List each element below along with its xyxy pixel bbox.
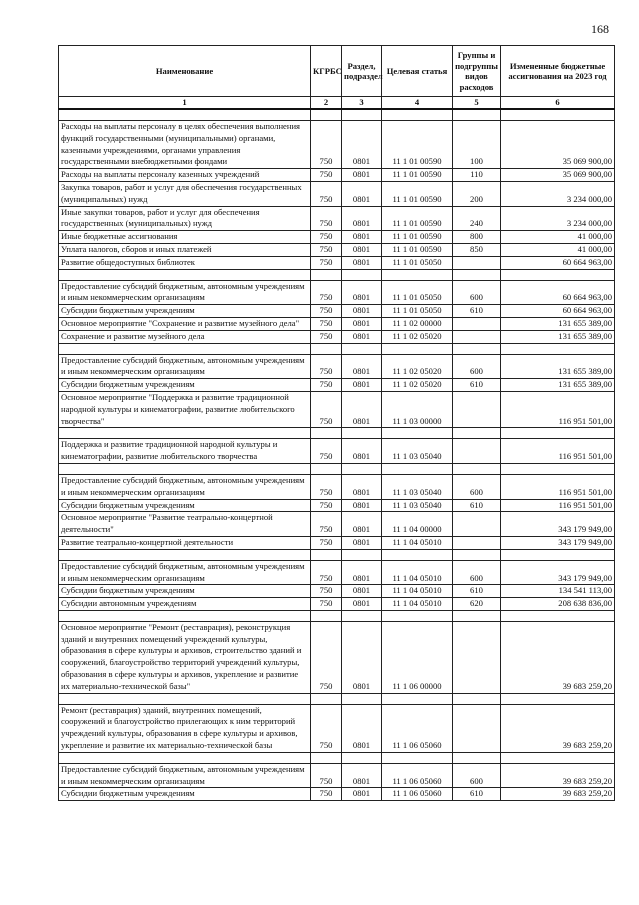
spacer-cell — [342, 693, 382, 704]
row-kgrbs-cell: 750 — [311, 121, 342, 169]
spacer-cell — [311, 610, 342, 621]
row-name-cell: Основное мероприятие "Развитие театрально-концертной деятельности" — [59, 512, 311, 537]
row-kgrbs-cell: 750 — [311, 243, 342, 256]
spacer-row — [59, 752, 615, 763]
header-target: Целевая статья — [382, 46, 453, 97]
spacer-cell — [382, 549, 453, 560]
row-name-cell: Иные бюджетные ассигнования — [59, 231, 311, 244]
row-name-cell: Основное мероприятие "Ремонт (реставрация), реконструкция зданий и внутренних помещений учреждений культуры, образования в сфере культуры и архивов, строительство зданий и сооружений, благоустройство территорий учреждений культуры, образования в сфере культуры и архивов, укрепление и развитие их материально-технической базы" — [59, 621, 311, 693]
row-group-cell — [453, 621, 501, 693]
header-name: Наименование — [59, 46, 311, 97]
row-target-cell: 11 1 02 05020 — [382, 330, 453, 343]
row-amount-cell: 116 951 501,00 — [501, 391, 615, 427]
spacer-cell — [311, 463, 342, 474]
spacer-cell — [342, 428, 382, 439]
row-amount-cell: 343 179 949,00 — [501, 560, 615, 585]
row-amount-cell: 131 655 389,00 — [501, 330, 615, 343]
spacer-cell — [453, 343, 501, 354]
row-target-cell: 11 1 04 05010 — [382, 560, 453, 585]
row-target-cell: 11 1 06 05060 — [382, 763, 453, 788]
row-name-cell: Расходы на выплаты персоналу казенных учреждений — [59, 169, 311, 182]
row-group-cell: 850 — [453, 243, 501, 256]
row-amount-cell: 41 000,00 — [501, 231, 615, 244]
row-section-cell: 0801 — [342, 512, 382, 537]
table-row — [59, 560, 615, 585]
row-section-cell: 0801 — [342, 621, 382, 693]
row-target-cell: 11 1 03 00000 — [382, 391, 453, 427]
row-amount-cell: 131 655 389,00 — [501, 317, 615, 330]
row-kgrbs-cell: 750 — [311, 621, 342, 693]
row-target-cell: 11 1 01 05050 — [382, 305, 453, 318]
row-section-cell: 0801 — [342, 788, 382, 801]
table-row — [59, 788, 615, 801]
row-name-cell: Расходы на выплаты персоналу в целях обеспечения выполнения функций государственными (муниципальными) органами, казенными учреждениями, органами управления государственными внебюджетными фондами — [59, 121, 311, 169]
row-amount-cell: 3 234 000,00 — [501, 206, 615, 231]
spacer-row — [59, 463, 615, 474]
row-section-cell: 0801 — [342, 598, 382, 611]
row-group-cell — [453, 536, 501, 549]
row-kgrbs-cell: 750 — [311, 536, 342, 549]
row-kgrbs-cell: 750 — [311, 560, 342, 585]
table-row — [59, 621, 615, 693]
row-group-cell: 100 — [453, 121, 501, 169]
spacer-cell — [382, 463, 453, 474]
row-amount-cell: 35 069 900,00 — [501, 169, 615, 182]
row-target-cell: 11 1 06 05060 — [382, 788, 453, 801]
row-kgrbs-cell: 750 — [311, 439, 342, 464]
row-target-cell: 11 1 01 00590 — [382, 206, 453, 231]
spacer-cell — [59, 428, 311, 439]
table-row — [59, 598, 615, 611]
spacer-cell — [501, 109, 615, 121]
row-group-cell — [453, 704, 501, 752]
row-name-cell: Предоставление субсидий бюджетным, автономным учреждениям и иным некоммерческим организациям — [59, 474, 311, 499]
row-section-cell: 0801 — [342, 243, 382, 256]
row-kgrbs-cell: 750 — [311, 585, 342, 598]
header-groups: Группы и подгруппы видов расходов — [453, 46, 501, 97]
header-amount: Измененные бюджетные ассигнования на 2023 год — [501, 46, 615, 97]
spacer-cell — [59, 269, 311, 280]
row-amount-cell: 116 951 501,00 — [501, 474, 615, 499]
row-name-cell: Сохранение и развитие музейного дела — [59, 330, 311, 343]
spacer-cell — [453, 109, 501, 121]
spacer-cell — [382, 109, 453, 121]
row-amount-cell: 39 683 259,20 — [501, 788, 615, 801]
spacer-cell — [342, 343, 382, 354]
row-target-cell: 11 1 02 05020 — [382, 379, 453, 392]
spacer-cell — [311, 109, 342, 121]
table-row — [59, 206, 615, 231]
spacer-cell — [453, 752, 501, 763]
row-amount-cell: 131 655 389,00 — [501, 354, 615, 379]
spacer-row — [59, 343, 615, 354]
row-group-cell: 610 — [453, 788, 501, 801]
header-number: 1 — [59, 97, 311, 110]
table-row — [59, 512, 615, 537]
spacer-cell — [342, 752, 382, 763]
row-group-cell — [453, 391, 501, 427]
row-section-cell: 0801 — [342, 379, 382, 392]
row-amount-cell: 343 179 949,00 — [501, 536, 615, 549]
spacer-cell — [59, 109, 311, 121]
row-name-cell: Предоставление субсидий бюджетным, автономным учреждениям и иным некоммерческим организациям — [59, 354, 311, 379]
row-section-cell: 0801 — [342, 317, 382, 330]
row-name-cell: Предоставление субсидий бюджетным, автономным учреждениям и иным некоммерческим организациям — [59, 763, 311, 788]
row-group-cell: 600 — [453, 474, 501, 499]
table-row — [59, 280, 615, 305]
spacer-cell — [311, 428, 342, 439]
row-group-cell: 600 — [453, 560, 501, 585]
spacer-cell — [501, 463, 615, 474]
header-number: 6 — [501, 97, 615, 110]
row-target-cell: 11 1 04 05010 — [382, 598, 453, 611]
spacer-row — [59, 428, 615, 439]
spacer-cell — [501, 549, 615, 560]
row-amount-cell: 116 951 501,00 — [501, 439, 615, 464]
table-row — [59, 536, 615, 549]
row-name-cell: Развитие общедоступных библиотек — [59, 256, 311, 269]
row-target-cell: 11 1 06 05060 — [382, 704, 453, 752]
row-amount-cell: 60 664 963,00 — [501, 256, 615, 269]
row-kgrbs-cell: 750 — [311, 512, 342, 537]
row-kgrbs-cell: 750 — [311, 305, 342, 318]
row-name-cell: Субсидии бюджетным учреждениям — [59, 379, 311, 392]
row-section-cell: 0801 — [342, 391, 382, 427]
row-name-cell: Основное мероприятие "Сохранение и развитие музейного дела" — [59, 317, 311, 330]
header-number: 3 — [342, 97, 382, 110]
row-name-cell: Субсидии бюджетным учреждениям — [59, 585, 311, 598]
spacer-cell — [501, 610, 615, 621]
row-name-cell: Субсидии бюджетным учреждениям — [59, 499, 311, 512]
row-section-cell: 0801 — [342, 121, 382, 169]
row-section-cell: 0801 — [342, 763, 382, 788]
row-target-cell: 11 1 02 05020 — [382, 354, 453, 379]
row-name-cell: Иные закупки товаров, работ и услуг для обеспечения государственных (муниципальных) нужд — [59, 206, 311, 231]
row-section-cell: 0801 — [342, 206, 382, 231]
header-kgrbs: КГРБС — [311, 46, 342, 97]
row-target-cell: 11 1 01 00590 — [382, 181, 453, 206]
spacer-cell — [59, 549, 311, 560]
budget-table — [58, 45, 615, 801]
spacer-row — [59, 109, 615, 121]
row-amount-cell: 60 664 963,00 — [501, 305, 615, 318]
table-row — [59, 585, 615, 598]
row-section-cell: 0801 — [342, 499, 382, 512]
row-target-cell: 11 1 06 00000 — [382, 621, 453, 693]
row-kgrbs-cell: 750 — [311, 181, 342, 206]
spacer-cell — [59, 343, 311, 354]
row-section-cell: 0801 — [342, 439, 382, 464]
table-row — [59, 763, 615, 788]
table-row — [59, 231, 615, 244]
row-group-cell: 610 — [453, 585, 501, 598]
table-row — [59, 181, 615, 206]
row-section-cell: 0801 — [342, 256, 382, 269]
row-group-cell: 600 — [453, 763, 501, 788]
spacer-row — [59, 693, 615, 704]
spacer-cell — [453, 428, 501, 439]
row-section-cell: 0801 — [342, 280, 382, 305]
row-section-cell: 0801 — [342, 560, 382, 585]
row-section-cell: 0801 — [342, 474, 382, 499]
spacer-cell — [501, 428, 615, 439]
row-group-cell: 200 — [453, 181, 501, 206]
row-amount-cell: 131 655 389,00 — [501, 379, 615, 392]
spacer-cell — [342, 549, 382, 560]
header-row — [59, 46, 615, 97]
spacer-cell — [382, 610, 453, 621]
row-name-cell: Уплата налогов, сборов и иных платежей — [59, 243, 311, 256]
row-name-cell: Субсидии бюджетным учреждениям — [59, 788, 311, 801]
row-kgrbs-cell: 750 — [311, 763, 342, 788]
row-target-cell: 11 1 03 05040 — [382, 474, 453, 499]
header-number: 4 — [382, 97, 453, 110]
row-group-cell: 800 — [453, 231, 501, 244]
row-amount-cell: 343 179 949,00 — [501, 512, 615, 537]
spacer-cell — [501, 343, 615, 354]
row-group-cell — [453, 256, 501, 269]
row-group-cell: 610 — [453, 379, 501, 392]
row-kgrbs-cell: 750 — [311, 330, 342, 343]
row-kgrbs-cell: 750 — [311, 598, 342, 611]
row-target-cell: 11 1 01 00590 — [382, 231, 453, 244]
row-group-cell — [453, 330, 501, 343]
spacer-cell — [382, 693, 453, 704]
spacer-cell — [311, 693, 342, 704]
spacer-cell — [453, 693, 501, 704]
row-target-cell: 11 1 04 05010 — [382, 536, 453, 549]
spacer-row — [59, 610, 615, 621]
row-kgrbs-cell: 750 — [311, 499, 342, 512]
row-amount-cell: 134 541 113,00 — [501, 585, 615, 598]
row-target-cell: 11 1 02 00000 — [382, 317, 453, 330]
row-group-cell: 600 — [453, 280, 501, 305]
table-row — [59, 243, 615, 256]
row-name-cell: Поддержка и развитие традиционной народной культуры и кинематографии, развитие любительского творчества — [59, 439, 311, 464]
spacer-cell — [453, 549, 501, 560]
row-name-cell: Ремонт (реставрация) зданий, внутренних помещений, сооружений и благоустройство прилегающих к ним территорий учреждений культуры, образования в сфере культуры и архивов, укрепление и развитие их материально-технической базы — [59, 704, 311, 752]
spacer-cell — [59, 610, 311, 621]
row-kgrbs-cell: 750 — [311, 256, 342, 269]
spacer-cell — [382, 428, 453, 439]
row-section-cell: 0801 — [342, 231, 382, 244]
spacer-cell — [342, 109, 382, 121]
row-name-cell: Основное мероприятие "Поддержка и развитие традиционной народной культуры и кинематографии, развитие любительского творчества" — [59, 391, 311, 427]
row-target-cell: 11 1 03 05040 — [382, 499, 453, 512]
row-group-cell: 600 — [453, 354, 501, 379]
spacer-cell — [311, 752, 342, 763]
row-amount-cell: 39 683 259,20 — [501, 621, 615, 693]
row-amount-cell: 208 638 836,00 — [501, 598, 615, 611]
row-name-cell: Развитие театрально-концертной деятельности — [59, 536, 311, 549]
header-section: Раздел, подраздел — [342, 46, 382, 97]
row-kgrbs-cell: 750 — [311, 354, 342, 379]
row-section-cell: 0801 — [342, 354, 382, 379]
row-group-cell — [453, 317, 501, 330]
row-section-cell: 0801 — [342, 330, 382, 343]
spacer-cell — [501, 269, 615, 280]
row-group-cell: 240 — [453, 206, 501, 231]
spacer-cell — [342, 610, 382, 621]
table-row — [59, 439, 615, 464]
table-row — [59, 305, 615, 318]
spacer-cell — [382, 269, 453, 280]
spacer-cell — [382, 752, 453, 763]
row-kgrbs-cell: 750 — [311, 474, 342, 499]
spacer-cell — [453, 463, 501, 474]
row-amount-cell: 41 000,00 — [501, 243, 615, 256]
row-target-cell: 11 1 01 00590 — [382, 121, 453, 169]
row-section-cell: 0801 — [342, 704, 382, 752]
table-row — [59, 704, 615, 752]
table-row — [59, 317, 615, 330]
header-number: 5 — [453, 97, 501, 110]
row-kgrbs-cell: 750 — [311, 704, 342, 752]
spacer-cell — [501, 693, 615, 704]
table-row — [59, 499, 615, 512]
row-name-cell: Предоставление субсидий бюджетным, автономным учреждениям и иным некоммерческим организациям — [59, 560, 311, 585]
table-row — [59, 354, 615, 379]
row-amount-cell: 60 664 963,00 — [501, 280, 615, 305]
table-body — [59, 109, 615, 801]
spacer-cell — [342, 463, 382, 474]
row-target-cell: 11 1 01 05050 — [382, 280, 453, 305]
row-amount-cell: 39 683 259,20 — [501, 704, 615, 752]
row-group-cell: 610 — [453, 499, 501, 512]
spacer-cell — [382, 343, 453, 354]
spacer-row — [59, 269, 615, 280]
row-target-cell: 11 1 01 05050 — [382, 256, 453, 269]
header-number: 2 — [311, 97, 342, 110]
spacer-cell — [59, 463, 311, 474]
row-kgrbs-cell: 750 — [311, 280, 342, 305]
row-target-cell: 11 1 01 00590 — [382, 169, 453, 182]
row-group-cell: 610 — [453, 305, 501, 318]
row-kgrbs-cell: 750 — [311, 169, 342, 182]
spacer-cell — [311, 549, 342, 560]
spacer-cell — [59, 693, 311, 704]
spacer-cell — [342, 269, 382, 280]
table-row — [59, 474, 615, 499]
row-kgrbs-cell: 750 — [311, 788, 342, 801]
table-row — [59, 391, 615, 427]
spacer-cell — [501, 752, 615, 763]
table-row — [59, 379, 615, 392]
row-target-cell: 11 1 01 00590 — [382, 243, 453, 256]
row-section-cell: 0801 — [342, 305, 382, 318]
row-target-cell: 11 1 04 00000 — [382, 512, 453, 537]
row-section-cell: 0801 — [342, 536, 382, 549]
row-name-cell: Закупка товаров, работ и услуг для обеспечения государственных (муниципальных) нужд — [59, 181, 311, 206]
spacer-row — [59, 549, 615, 560]
table-row — [59, 169, 615, 182]
row-kgrbs-cell: 750 — [311, 206, 342, 231]
row-kgrbs-cell: 750 — [311, 317, 342, 330]
row-section-cell: 0801 — [342, 181, 382, 206]
row-section-cell: 0801 — [342, 169, 382, 182]
row-amount-cell: 35 069 900,00 — [501, 121, 615, 169]
spacer-cell — [311, 343, 342, 354]
row-group-cell: 110 — [453, 169, 501, 182]
spacer-cell — [453, 269, 501, 280]
row-target-cell: 11 1 03 05040 — [382, 439, 453, 464]
spacer-cell — [311, 269, 342, 280]
row-section-cell: 0801 — [342, 585, 382, 598]
row-target-cell: 11 1 04 05010 — [382, 585, 453, 598]
row-amount-cell: 39 683 259,20 — [501, 763, 615, 788]
table-row — [59, 330, 615, 343]
row-name-cell: Субсидии бюджетным учреждениям — [59, 305, 311, 318]
row-name-cell: Предоставление субсидий бюджетным, автономным учреждениям и иным некоммерческим организациям — [59, 280, 311, 305]
header-number-row — [59, 97, 615, 110]
spacer-cell — [59, 752, 311, 763]
row-group-cell: 620 — [453, 598, 501, 611]
row-amount-cell: 3 234 000,00 — [501, 181, 615, 206]
row-kgrbs-cell: 750 — [311, 231, 342, 244]
table-row — [59, 256, 615, 269]
row-name-cell: Субсидии автономным учреждениям — [59, 598, 311, 611]
row-kgrbs-cell: 750 — [311, 391, 342, 427]
row-group-cell — [453, 512, 501, 537]
row-kgrbs-cell: 750 — [311, 379, 342, 392]
spacer-cell — [453, 610, 501, 621]
row-group-cell — [453, 439, 501, 464]
page-number: 168 — [591, 22, 609, 36]
table-row — [59, 121, 615, 169]
row-amount-cell: 116 951 501,00 — [501, 499, 615, 512]
